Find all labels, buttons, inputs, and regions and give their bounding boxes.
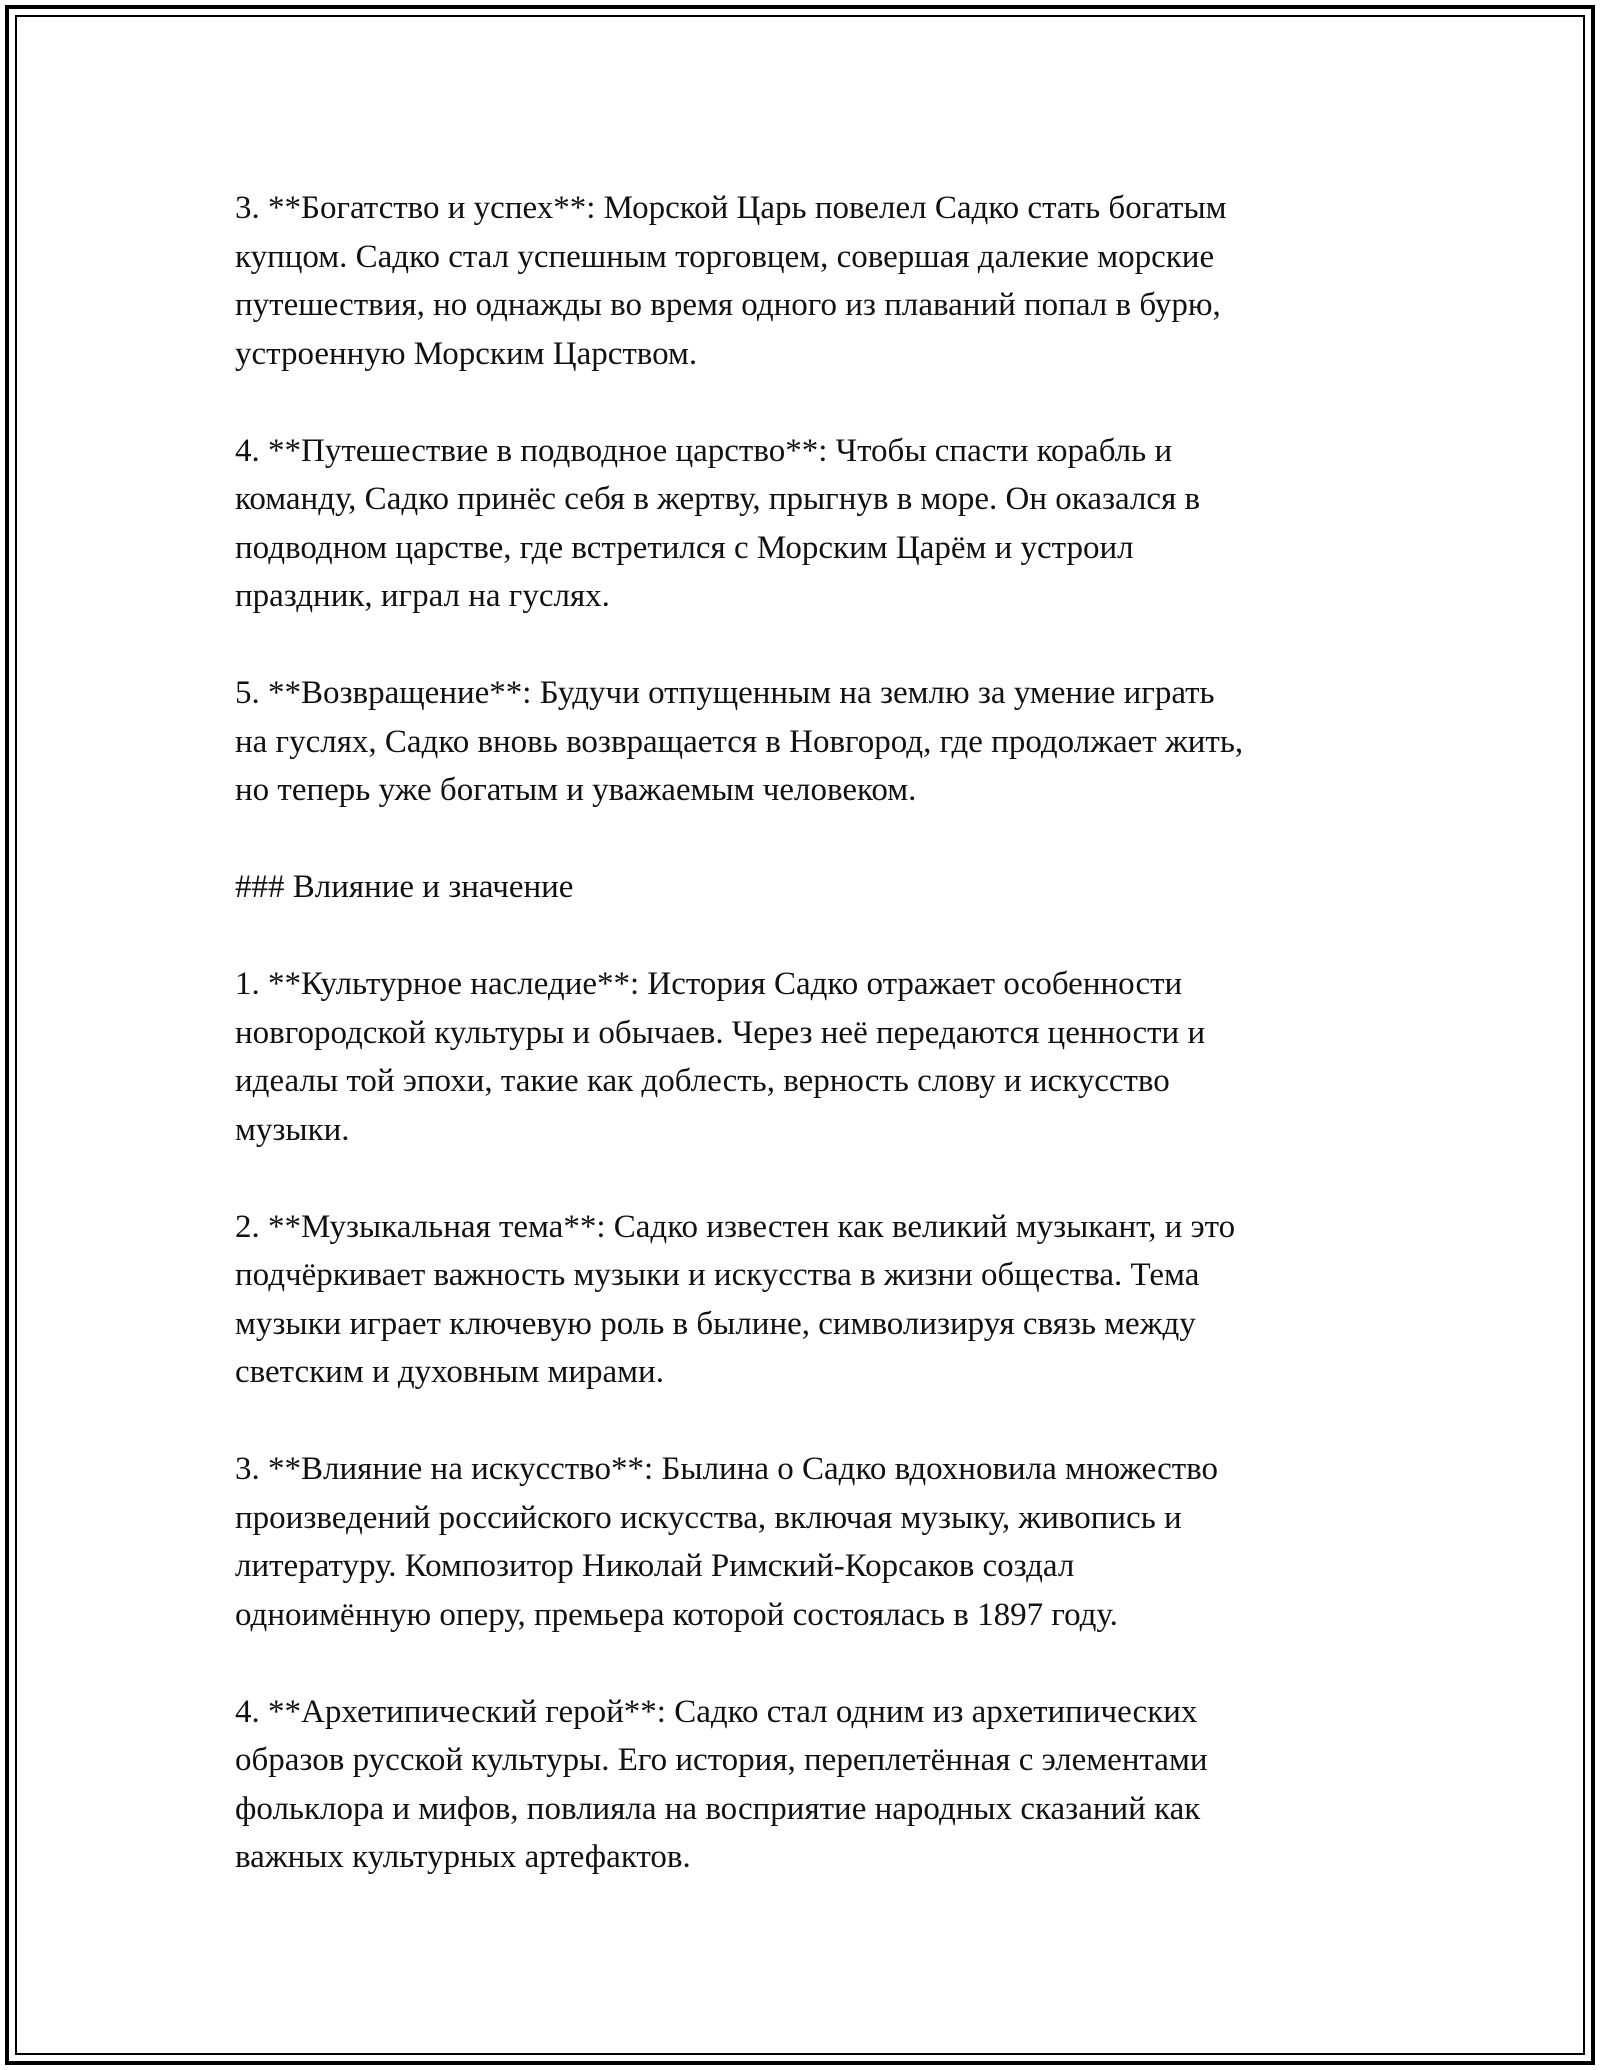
text-line: новгородской культуры и обычаев. Через неё передаются ценности и [235,1014,1206,1051]
text-line: команду, Садко принёс себя в жертву, прыгнув в море. Он оказался в [235,481,1201,517]
text-line: образов русской культуры. Его история, переплетённая с элементами [235,1742,1208,1778]
text-line: 3. **Влияние на искусство**: Былина о Садко вдохновила множество [235,1451,1219,1487]
list-item-return [235,669,1375,815]
heading-text: ### Влияние и значение [235,869,574,905]
text-line: музыки играет ключевую роль в былине, символизируя связь между [235,1305,1196,1342]
text-line: на гуслях, Садко вновь возвращается в Новгород, где продолжает жить, [235,723,1244,760]
text-line: фольклора и мифов, повлияла на восприятие народных сказаний как [235,1790,1201,1827]
text-line: музыки. [235,1111,350,1148]
text-line: но теперь уже богатым и уважаемым человеком. [235,772,917,808]
text-line: подчёркивает важность музыки и искусства в жизни общества. Тема [235,1257,1200,1293]
list-item-wealth-and-success [235,184,1375,378]
text-line: путешествия, но однажды во время одного из плаваний попал в бурю, [235,287,1221,323]
list-item-archetypal-hero [235,1688,1375,1882]
list-item-cultural-heritage [235,960,1375,1154]
text-line: 4. **Архетипический герой**: Садко стал одним из архетипических [235,1693,1198,1730]
text-line: устроенную Морским Царством. [235,335,698,372]
text-line: идеалы той эпохи, такие как доблесть, верность слову и искусство [235,1063,1170,1099]
list-item-underwater-journey [235,427,1375,621]
text-line: 5. **Возвращение**: Будучи отпущенным на землю за умение играть [235,675,1215,711]
text-line: важных культурных артефактов. [235,1839,691,1875]
text-line: произведений российского искусства, включая музыку, живопись и [235,1499,1182,1536]
section-heading [235,863,1375,912]
text-line: праздник, играл на гуслях. [235,578,610,614]
document-body [235,184,1375,1930]
list-item-musical-theme [235,1203,1375,1397]
text-line: литературу. Композитор Николай Римский-Корсаков создал [235,1548,1075,1584]
text-line: 4. **Путешествие в подводное царство**: Чтобы спасти корабль и [235,432,1173,469]
text-line: купцом. Садко стал успешным торговцем, совершая далекие морские [235,238,1215,275]
text-line: подводном царстве, где встретился с Морским Царём и устроил [235,529,1134,566]
text-line: одноимённую оперу, премьера которой состоялась в 1897 году. [235,1596,1118,1633]
text-line: светским и духовным мирами. [235,1354,664,1390]
list-item-influence-on-art [235,1445,1375,1639]
text-line: 2. **Музыкальная тема**: Садко известен как великий музыкант, и это [235,1208,1236,1245]
text-line: 3. **Богатство и успех**: Морской Царь повелел Садко стать богатым [235,190,1227,226]
text-line: 1. **Культурное наследие**: История Садко отражает особенности [235,966,1183,1002]
